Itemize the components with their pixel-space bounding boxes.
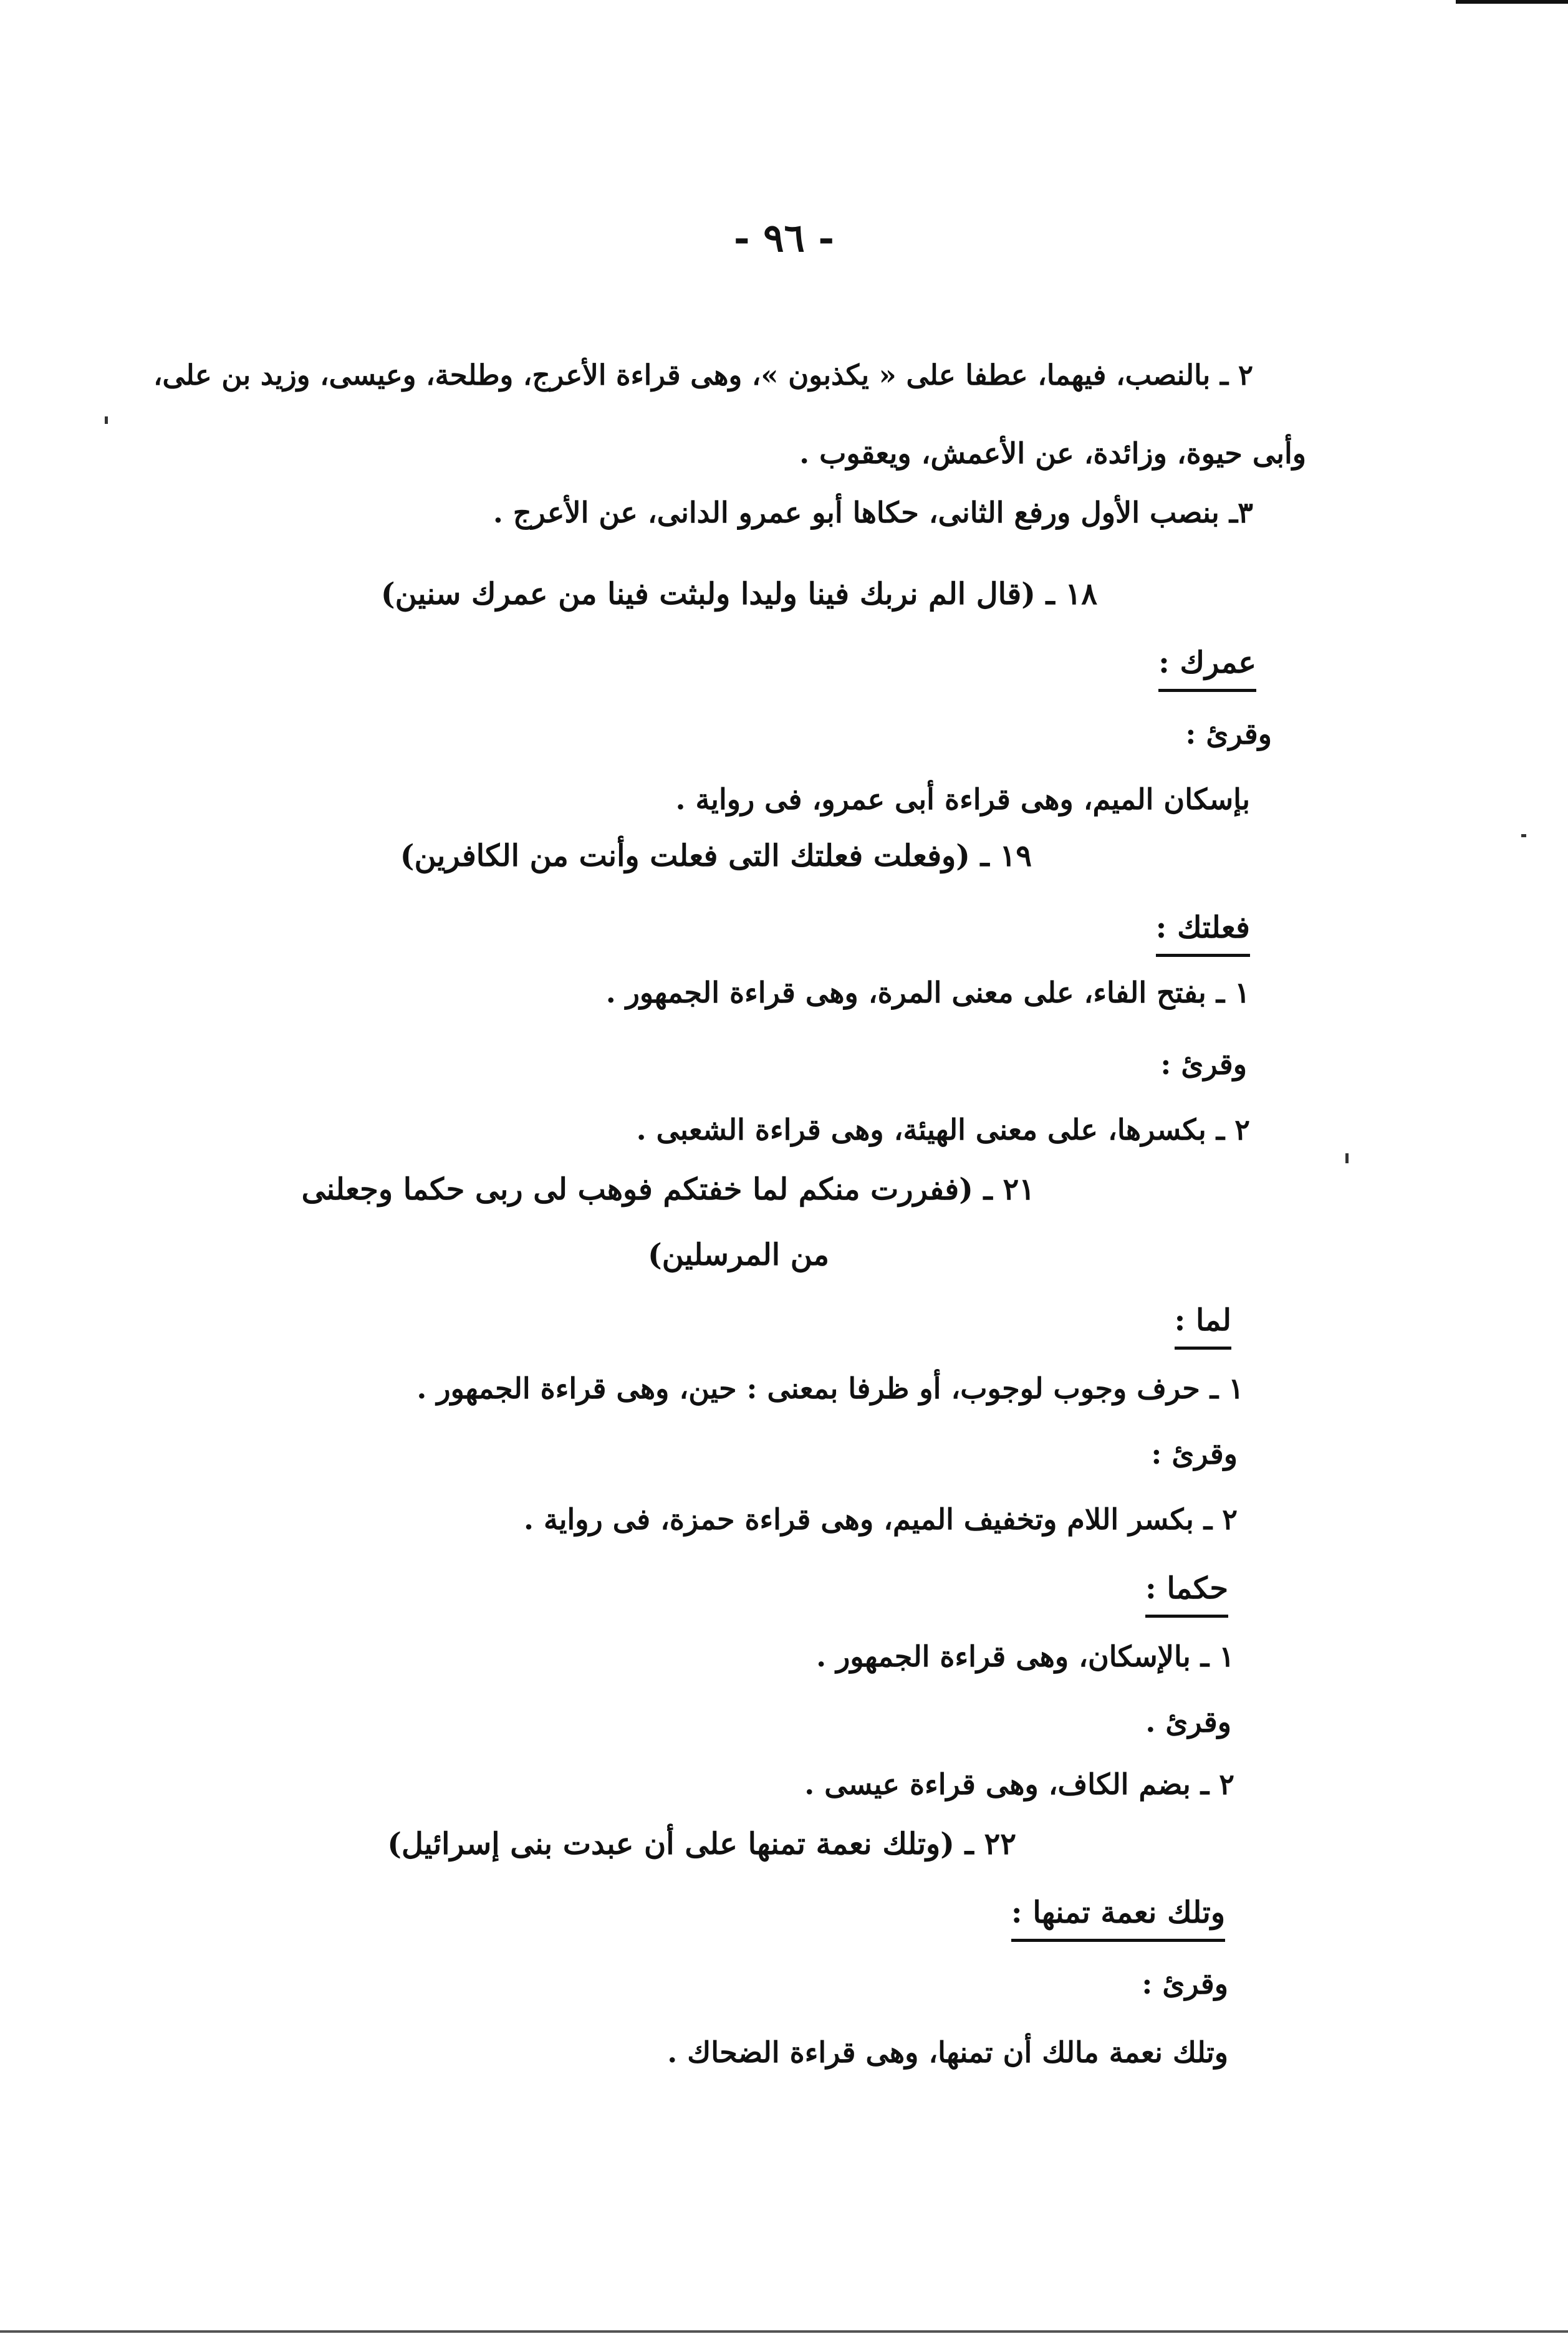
text-line: وقرئ : [1185, 717, 1272, 751]
text-line: ٣ـ بنصب الأول ورفع الثانى، حكاها أبو عمرو الدانى، عن الأعرج . [493, 496, 1253, 529]
scan-speck [105, 416, 108, 424]
text-line: ١ ـ بالإسكان، وهى قراءة الجمهور . [816, 1640, 1234, 1673]
bottom-rule [0, 2330, 1568, 2333]
text-line: ١ ـ حرف وجوب لوجوب، أو ظرفا بمعنى : حين، وهى قراءة الجمهور . [416, 1371, 1244, 1405]
verse-line: ١٨ ـ (قال الم نربك فينا وليدا ولبثت فينا من عمرك سنين) [380, 577, 1097, 612]
text-line: ٢ ـ بكسر اللام وتخفيف الميم، وهى قراءة حمزة، فى رواية . [524, 1502, 1238, 1536]
verse-line: ١٩ ـ (وفعلت فعلتك التى فعلت وأنت من الكافرين) [400, 838, 1032, 873]
word-heading: فعلتك : [1156, 910, 1250, 957]
text-line: وأبى حيوة، وزائدة، عن الأعمش، ويعقوب . [799, 436, 1306, 470]
verse-line: ٢٢ ـ (وتلك نعمة تمنها على أن عبدت بنى إسرائيل) [387, 1827, 1016, 1861]
text-line: ٢ ـ بكسرها، على معنى الهيئة، وهى قراءة الشعبى . [636, 1113, 1250, 1146]
word-heading: لما : [1175, 1303, 1231, 1350]
text-line: ١ ـ بفتح الفاء، على معنى المرة، وهى قراءة الجمهور . [605, 976, 1250, 1009]
text-line: بإسكان الميم، وهى قراءة أبى عمرو، فى رواية . [675, 782, 1250, 816]
verse-line: من المرسلين) [648, 1237, 829, 1272]
scan-speck [1521, 834, 1526, 837]
word-heading: وتلك نعمة تمنها : [1011, 1895, 1225, 1942]
word-heading: حكما : [1145, 1571, 1228, 1618]
text-line: وقرئ : [1160, 1047, 1247, 1081]
page-number: - ٩٦ - [733, 215, 835, 261]
text-line: ٢ ـ بضم الكاف، وهى قراءة عيسى . [804, 1767, 1234, 1801]
text-line: وتلك نعمة مالك أن تمنها، وهى قراءة الضحاك . [667, 2035, 1228, 2069]
text-line: ٢ ـ بالنصب، فيهما، عطفا على « يكذبون »، وهى قراءة الأعرج، وطلحة، وعيسى، وزيد بن على، [153, 358, 1253, 391]
scan-speck [1345, 1153, 1349, 1163]
top-rule [1456, 0, 1568, 4]
text-line: وقرئ . [1145, 1705, 1231, 1739]
word-heading: عمرك : [1158, 645, 1256, 692]
verse-line: ٢١ ـ (ففررت منكم لما خفتكم فوهب لى ربى حكما وجعلنى [301, 1172, 1035, 1207]
text-line: وقرئ : [1151, 1437, 1238, 1471]
text-line: وقرئ : [1142, 1967, 1228, 2000]
